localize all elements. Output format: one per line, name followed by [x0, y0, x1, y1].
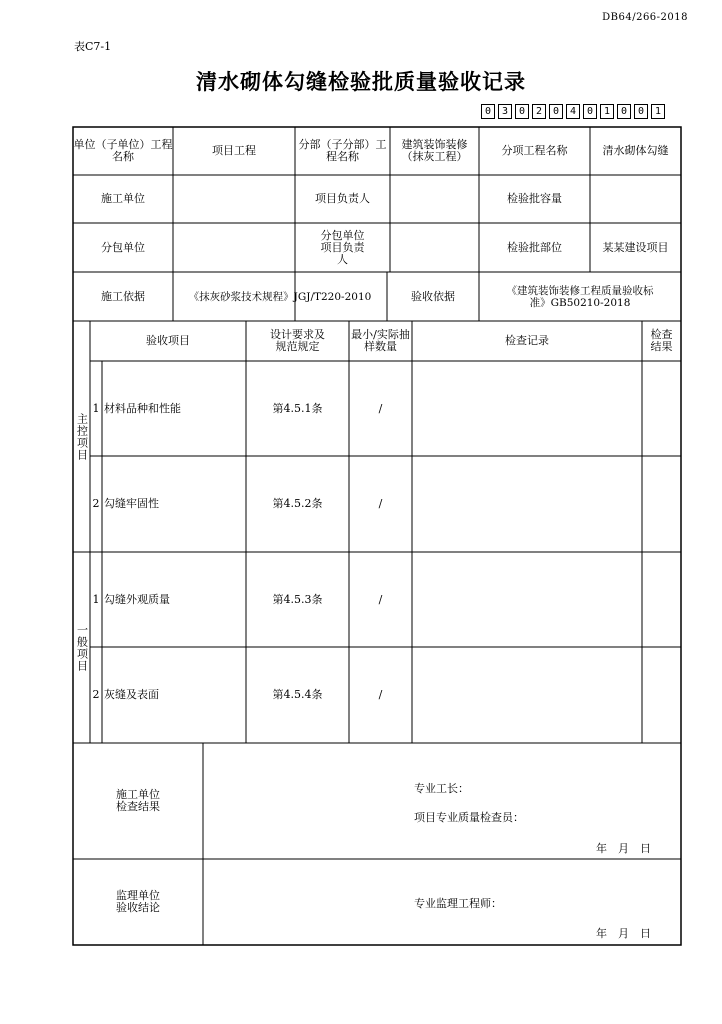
- row-sample: /: [378, 497, 383, 510]
- code-digit: 0: [583, 104, 597, 119]
- division-value: 建筑装饰装修（抹灰工程）: [401, 138, 468, 163]
- row-sample: /: [378, 592, 383, 606]
- main-items-label: [73, 321, 90, 552]
- header-sample: 最小/实际抽样数量: [351, 328, 410, 353]
- foreman-signature: 专业工长：: [414, 782, 469, 795]
- contractor-label: 施工单位: [101, 192, 145, 205]
- engineer-signature: 专业监理工程师：: [414, 897, 502, 910]
- contractor-value: [173, 175, 295, 223]
- subcontractor-value: [173, 223, 295, 272]
- subitem-label: 分项工程名称: [501, 144, 568, 157]
- row-item-name: 灰缝及表面: [104, 688, 159, 701]
- row-clause: 第4.5.4条: [272, 688, 323, 701]
- subitem-value: 清水砌体勾缝: [602, 144, 669, 157]
- code-digit: 1: [651, 104, 665, 119]
- code-digit: 2: [532, 104, 546, 119]
- sub-pm-value: [390, 223, 479, 272]
- header-result: 检查结果: [650, 328, 673, 353]
- code-digit: 3: [498, 104, 512, 119]
- header-design: 设计要求及规范规定: [270, 328, 325, 353]
- row-number: 1: [92, 592, 100, 606]
- header-record: 检查记录: [505, 334, 549, 347]
- row-number: 2: [92, 688, 100, 701]
- code-digit: 0: [617, 104, 631, 119]
- division-label: 分部（子分部）工程名称: [298, 138, 387, 163]
- page-title: 清水砌体勾缝检验批质量验收记录: [196, 70, 526, 94]
- code-digit: 0: [549, 104, 563, 119]
- sub-pm-label: 分包单位项目负责人: [320, 228, 365, 266]
- pm-value: [390, 175, 479, 223]
- location-value: 某某建设项目: [602, 240, 669, 254]
- row-clause: 第4.5.3条: [272, 592, 323, 606]
- construction-date: 年 月 日: [596, 842, 651, 855]
- row-item-name: 勾缝牢固性: [104, 497, 159, 510]
- header-item: 验收项目: [146, 334, 190, 347]
- code-digit: 1: [600, 104, 614, 119]
- row-clause: 第4.5.2条: [272, 497, 323, 510]
- general-items-text: 一般项目: [75, 623, 89, 672]
- row-number: 1: [92, 401, 100, 415]
- basis-value: 《抹灰砂浆技术规程》JGJ/T220-2010: [188, 290, 372, 303]
- code-digit: 4: [566, 104, 580, 119]
- capacity-label: 检验批容量: [507, 192, 562, 205]
- acceptance-label: 验收依据: [411, 289, 455, 303]
- code-boxes: [481, 104, 668, 119]
- row-sample: /: [378, 688, 383, 701]
- row-sample: /: [378, 401, 383, 415]
- row-item-name: 勾缝外观质量: [104, 592, 170, 606]
- supervision-check-label: 监理单位验收结论: [116, 889, 160, 914]
- basis-label: 施工依据: [101, 289, 145, 303]
- unit-label: 单位（子单位）工程名称: [73, 138, 173, 163]
- location-label: 检验批部位: [507, 240, 562, 254]
- supervision-date: 年 月 日: [596, 927, 651, 940]
- capacity-value: [590, 175, 681, 223]
- main-items-text: 主控项目: [75, 412, 89, 461]
- subcontractor-label: 分包单位: [101, 240, 145, 254]
- row-number: 2: [92, 497, 100, 510]
- unit-value: 项目工程: [212, 144, 256, 157]
- row-item-name: 材料品种和性能: [104, 401, 181, 415]
- code-digit: 0: [481, 104, 495, 119]
- acceptance-value: 《建筑装饰装修工程质量验收标准》GB50210-2018: [506, 284, 654, 309]
- row-clause: 第4.5.1条: [272, 401, 323, 415]
- form-number: 表C7-1: [74, 40, 112, 53]
- general-items-label: [73, 552, 90, 743]
- standard-code: DB64/266-2018: [602, 12, 688, 23]
- pm-label: 项目负责人: [315, 192, 370, 205]
- code-digit: 0: [515, 104, 529, 119]
- construction-check-label: 施工单位检查结果: [116, 788, 160, 813]
- code-digit: 0: [634, 104, 648, 119]
- inspector-signature: 项目专业质量检查员：: [414, 811, 524, 824]
